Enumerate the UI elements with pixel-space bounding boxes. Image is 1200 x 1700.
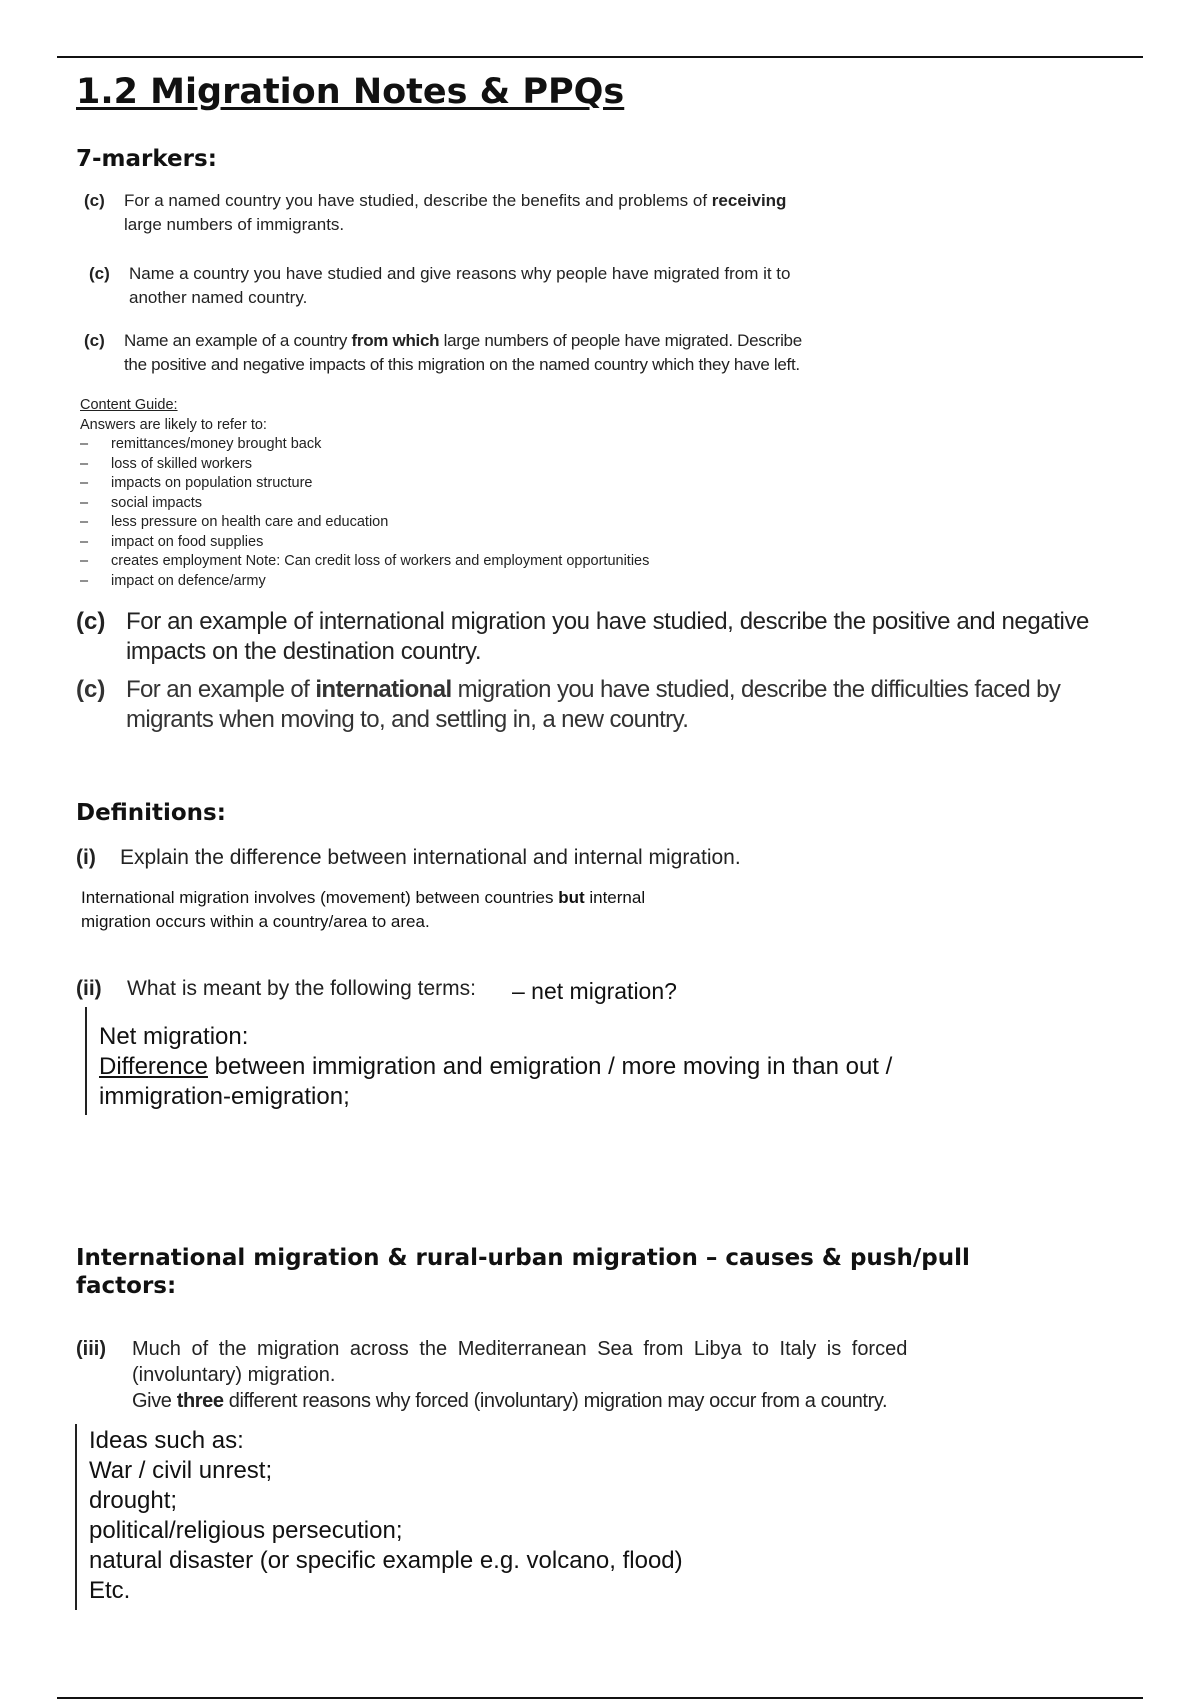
content-guide [80,396,649,591]
question-label: (c) [76,608,106,635]
content-guide-item [80,572,649,592]
answer-line: War / civil unrest; [89,1457,273,1484]
answer-difference: International migration involves (movement) between countries but internal migration occurs within a country/area to area. [81,888,646,931]
answer-forced-migration [75,1424,875,1610]
top-rule [57,56,1143,58]
heading-7-markers: 7-markers: [76,146,217,172]
content-guide-item [80,455,649,475]
dash-bullet: – [80,475,89,491]
content-guide-item [80,474,649,494]
question-label: (iii) [76,1338,106,1360]
content-guide-item-text: impact on defence/army [111,572,266,589]
content-guide-item-text: loss of skilled workers [111,455,253,472]
question-label: (i) [76,846,96,869]
dash-bullet: – [80,533,89,550]
dash-bullet: – [80,455,89,472]
question-label: (c) [84,331,105,350]
content-guide-item-text: remittances/money brought back [111,436,322,452]
question-label: (c) [84,191,105,210]
content-guide-item [80,494,649,514]
content-guide-title: Content Guide: [80,397,178,413]
content-guide-item [80,552,649,572]
content-guide-item [80,513,649,533]
question-label: (c) [76,676,106,703]
dash-bullet: – [80,436,89,452]
content-guide-item-text: less pressure on health care and education [111,514,389,530]
dash-bullet: – [80,494,89,511]
heading-definitions: Definitions: [76,800,226,826]
content-guide-item-text: impact on food supplies [111,533,264,550]
bottom-rule [57,1697,1143,1699]
answer-net-migration: Net migration: Difference between immigration and emigration / more moving in than out / immigration-emigration; [85,1007,985,1115]
answer-line: drought; [89,1487,178,1514]
heading-causes: International migration & rural-urban migration – causes & push/pull factors: [76,1245,970,1299]
content-guide-item-text: impacts on population structure [111,475,313,491]
content-guide-list [80,435,649,591]
answer-line: Ideas such as: [89,1427,244,1454]
answer-line: Etc. [89,1577,131,1604]
content-guide-item [80,435,649,455]
dash-bullet: – [80,572,89,589]
content-guide-item-text: social impacts [111,494,203,511]
page-title: 1.2 Migration Notes & PPQs [76,72,625,112]
dash-bullet: – [80,514,89,530]
content-guide-intro: Answers are likely to refer to: [80,416,267,433]
question-label: (c) [89,264,110,283]
answer-line: natural disaster (or specific example e.g. volcano, flood) [89,1547,683,1574]
content-guide-item [80,533,649,553]
question-label: (ii) [76,977,102,1000]
dash-bullet: – [80,553,89,569]
content-guide-item-text: creates employment Note: Can credit loss of workers and employment opportunities [111,553,650,569]
answer-line: political/religious persecution; [89,1517,403,1544]
